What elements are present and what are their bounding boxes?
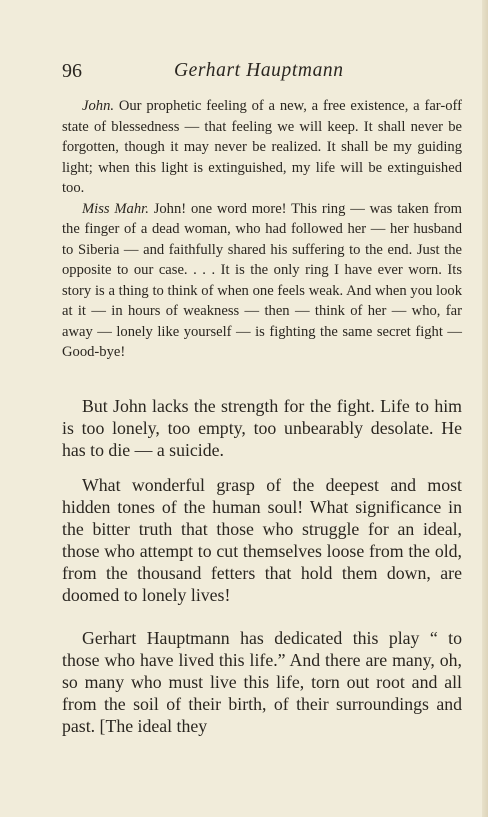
page-edge bbox=[482, 0, 488, 817]
john-line: Our prophetic feeling of a new, a free existence, a far-off state of blessedness — that feeling we will keep. It shall never be forgotten, though it may never be realized. It shall be my guiding light; when this light is extinguished, my life will be extinguished too. bbox=[62, 98, 462, 196]
dialogue-miss-mahr bbox=[62, 199, 462, 363]
speaker-miss-mahr: Miss Mahr. bbox=[82, 200, 149, 217]
paragraph-block bbox=[62, 627, 462, 737]
page-number: 96 bbox=[62, 60, 82, 82]
paragraph-dedication: Gerhart Hauptmann has dedicated this play “ to those who have lived this life.” And there are many, oh, so many who must live this life, torn out root and all from the soil of their birth, of their surroundings and past. [The ideal they bbox=[62, 628, 462, 736]
paragraph-block bbox=[62, 395, 462, 461]
paragraph-wonderful-grasp: What wonderful grasp of the deepest and most hidden tones of the human soul! What significance in the bitter truth that those who struggle for an ideal, those who attempt to cut themselves loose from the old, from the thousand fetters that hold them down, are doomed to lonely lives! bbox=[62, 475, 462, 605]
dialogue-excerpt bbox=[62, 96, 462, 363]
miss-mahr-line: John! one word more! This ring — was taken from the finger of a dead woman, who had followed her — her husband to Siberia — and faithfully shared his suffering to the end. Just the opposite to our case. . . . It is the only ring I have ever worn. Its story is a thing to think of when one feels weak. And when you look at it — in hours of weakness — then — think of her — who, far away — lonely like yourself — is fighting the same secret fight — Good-bye! bbox=[62, 200, 462, 360]
paragraph-block bbox=[62, 474, 462, 606]
dialogue-john bbox=[62, 96, 462, 199]
paragraph-lacks-strength: But John lacks the strength for the fight. Life to him is too lonely, too empty, too unbearably desolate. He has to die — a suicide. bbox=[62, 396, 462, 460]
page-header bbox=[62, 58, 462, 88]
running-title: Gerhart Hauptmann bbox=[174, 60, 344, 81]
speaker-john: John. bbox=[82, 98, 115, 114]
